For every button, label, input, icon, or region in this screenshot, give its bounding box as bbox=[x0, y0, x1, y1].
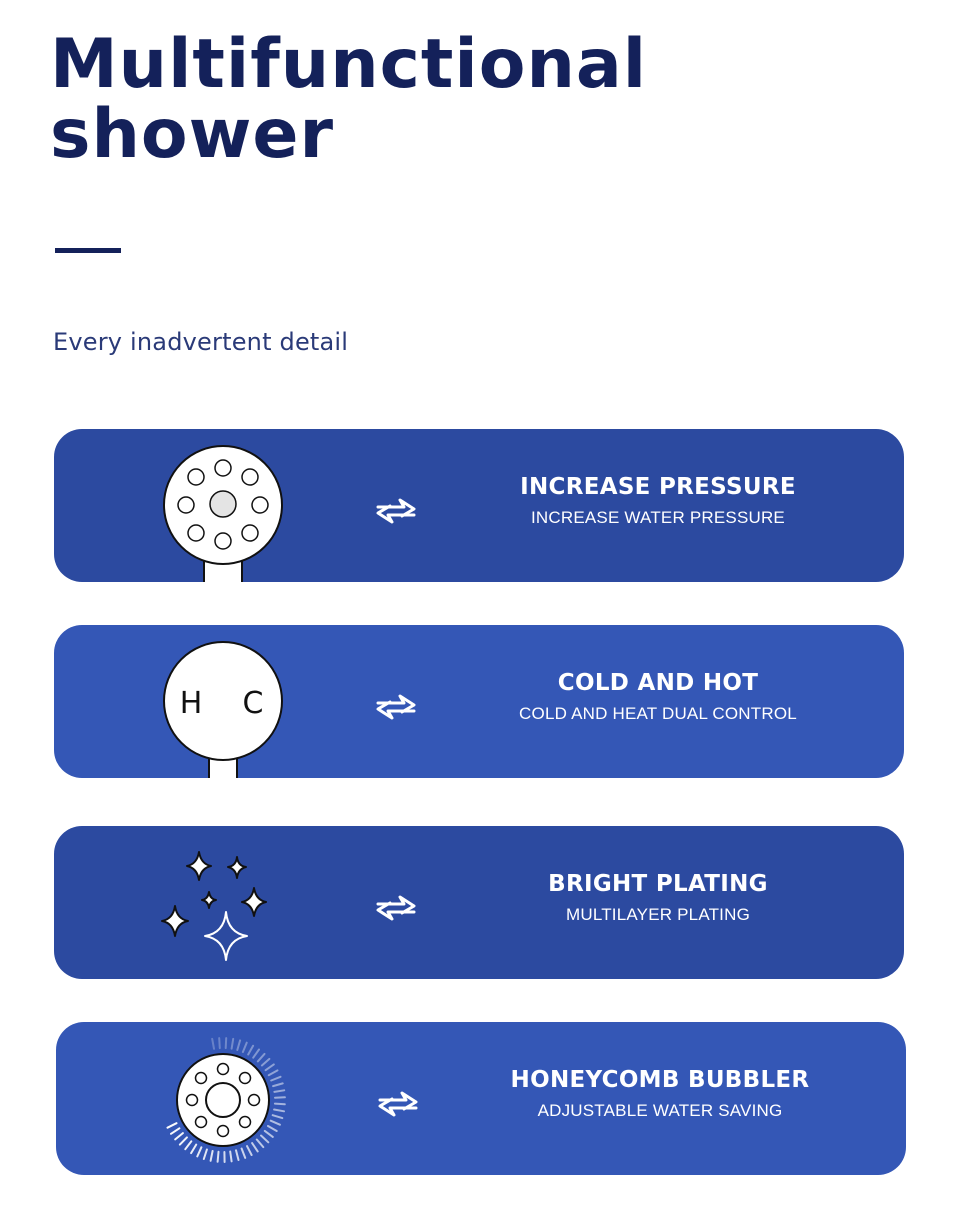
sparkles-icon bbox=[149, 826, 299, 979]
swap-arrows-icon bbox=[374, 1080, 422, 1128]
bubbler-ray bbox=[261, 1136, 268, 1143]
bubbler-ray bbox=[242, 1149, 246, 1158]
bubbler-ray bbox=[218, 1152, 219, 1162]
feature-heading: COLD AND HOT bbox=[557, 669, 759, 696]
bubbler-ray bbox=[258, 1054, 265, 1062]
bubbler-ray bbox=[237, 1040, 240, 1050]
bubbler-ray bbox=[274, 1110, 284, 1112]
bubbler-ray bbox=[230, 1152, 231, 1162]
bubbler-nozzle-icon bbox=[151, 1022, 301, 1175]
feature-description: ADJUSTABLE WATER SAVING bbox=[537, 1100, 783, 1120]
swap-arrows-icon bbox=[372, 884, 420, 932]
bubbler-ray bbox=[266, 1064, 274, 1070]
bubbler-ray bbox=[171, 1128, 179, 1134]
bubbler-ray bbox=[197, 1147, 201, 1156]
bubbler-ray bbox=[212, 1039, 214, 1049]
cold-label: C bbox=[242, 686, 264, 721]
title-accent-line bbox=[55, 248, 121, 253]
feature-card-increase-pressure bbox=[54, 429, 904, 582]
bubbler-ray bbox=[248, 1046, 253, 1055]
feature-description: MULTILAYER PLATING bbox=[565, 904, 751, 924]
bubbler-ray bbox=[253, 1050, 259, 1058]
feature-heading: BRIGHT PLATING bbox=[548, 870, 768, 897]
hot-label: H bbox=[179, 686, 203, 721]
bubbler-ray bbox=[204, 1150, 207, 1160]
hot-cold-dial-icon bbox=[149, 625, 299, 778]
bubbler-ray bbox=[269, 1070, 278, 1075]
feature-card-cold-and-hot bbox=[54, 625, 904, 778]
feature-heading: INCREASE PRESSURE bbox=[520, 473, 796, 500]
bubbler-ray bbox=[191, 1145, 196, 1154]
bubbler-ray bbox=[273, 1115, 283, 1118]
feature-text bbox=[458, 625, 858, 778]
title-line-1: Multifunctional bbox=[50, 25, 648, 104]
feature-description: INCREASE WATER PRESSURE bbox=[531, 507, 785, 527]
bubbler-ray bbox=[211, 1151, 213, 1161]
bubbler-ray bbox=[273, 1083, 283, 1086]
feature-heading: HONEYCOMB BUBBLER bbox=[510, 1066, 810, 1093]
bubbler-ray bbox=[271, 1077, 280, 1081]
bubbler-ray bbox=[265, 1131, 273, 1137]
feature-card-bright-plating bbox=[54, 826, 904, 979]
bubbler-ray bbox=[271, 1121, 280, 1125]
feature-text bbox=[460, 1022, 860, 1175]
bubbler-ray bbox=[236, 1150, 239, 1160]
feature-text bbox=[458, 826, 858, 979]
bubbler-ray bbox=[262, 1059, 270, 1066]
swap-arrows-icon bbox=[372, 683, 420, 731]
shower-head-pressure-icon bbox=[149, 429, 299, 582]
bubbler-ray bbox=[268, 1126, 277, 1131]
bubbler-ray bbox=[232, 1039, 234, 1049]
feature-text bbox=[458, 429, 858, 582]
feature-description: COLD AND HEAT DUAL CONTROL bbox=[519, 703, 797, 723]
feature-card-honeycomb-bubbler bbox=[56, 1022, 906, 1175]
title-line-2: shower bbox=[50, 95, 335, 174]
bubbler-ray bbox=[252, 1143, 258, 1151]
bubbler-ray bbox=[219, 1038, 220, 1048]
subtitle: Every inadvertent detail bbox=[53, 328, 349, 356]
bubbler-ray bbox=[185, 1141, 191, 1149]
bubbler-ray bbox=[257, 1140, 264, 1148]
bubbler-ray bbox=[175, 1133, 183, 1139]
bubbler-ray bbox=[247, 1146, 252, 1155]
bubbler-ray bbox=[168, 1123, 177, 1128]
bubbler-ray bbox=[226, 1038, 227, 1048]
bubbler-ray bbox=[274, 1090, 284, 1092]
bubbler-ray bbox=[243, 1043, 247, 1052]
swap-arrows-icon bbox=[372, 487, 420, 535]
page-title bbox=[50, 25, 648, 174]
bubbler-ray bbox=[180, 1137, 187, 1144]
bubbler-ray bbox=[275, 1104, 285, 1105]
